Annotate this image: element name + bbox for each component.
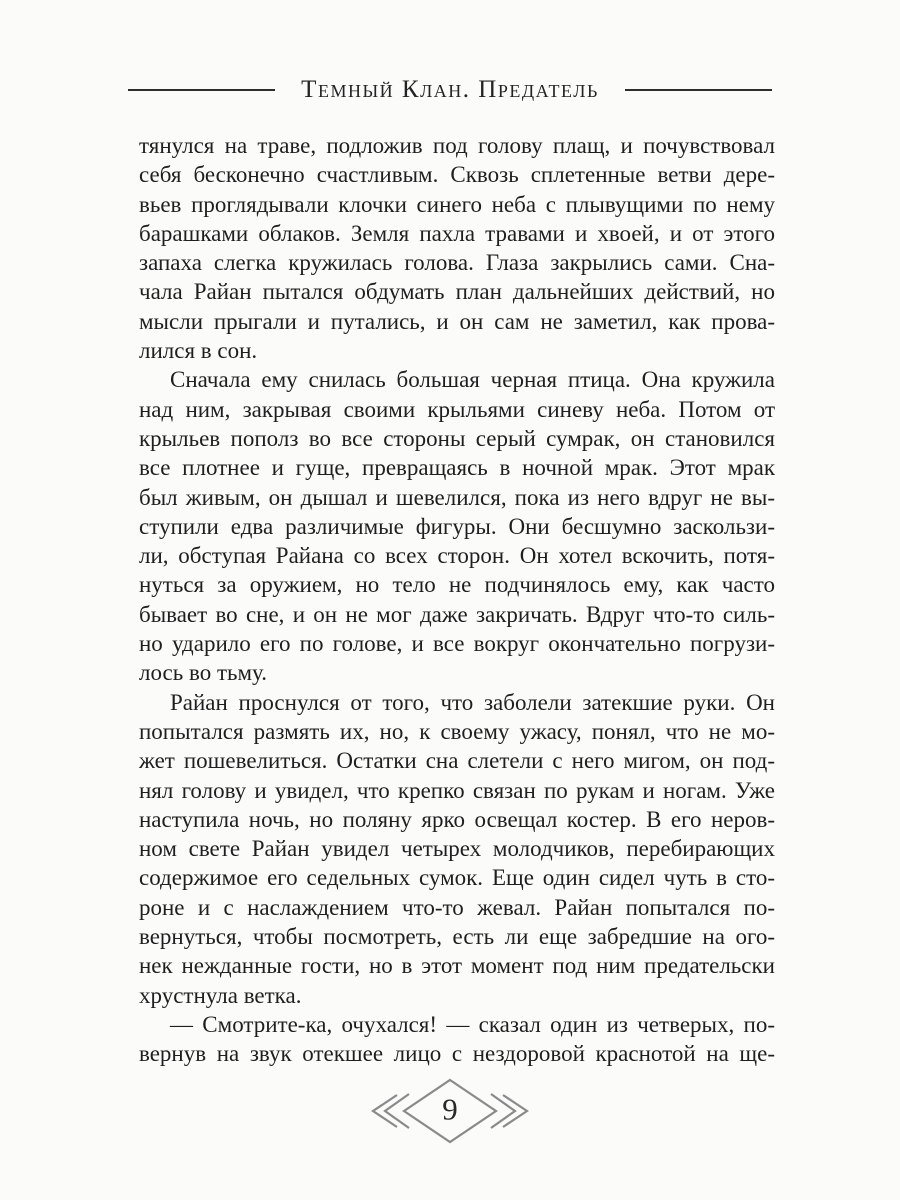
text-line: наступила ночь, но поляну ярко освещал костер. В его неров- [139,806,775,832]
text-line: Сначала ему снилась большая черная птица. Она кружила [170,367,775,393]
text-line: но ударило его по голове, и все вокруг окончательно погрузи- [139,631,775,657]
text-line: вернуться, чтобы посмотреть, есть ли еще забредшие на ого- [139,924,775,950]
text-line: ном свете Райан увидел четырех молодчиков, перебирающих [139,836,775,862]
text-line: лось во тьму. [139,660,267,686]
page-footer [0,1074,900,1148]
paragraph [139,1010,775,1069]
text-line: крыльев пополз во все стороны серый сумрак, он становился [139,425,775,451]
text-line: — Смотрите-ка, очухался! — сказал один из четверых, по- [170,1011,775,1037]
paragraph [139,131,775,365]
text-line: жет пошевелиться. Остатки сна слетели с него мигом, он под- [139,748,775,774]
text-line: хрустнула ветка. [139,982,302,1008]
header-rule-right [625,89,772,91]
header-rule-left [128,89,275,91]
text-line: был живым, он дышал и шевелился, пока из него вдруг не вы- [139,484,775,510]
paragraph [139,365,775,687]
text-line: тянулся на траве, подложив под голову плащ, и почувствовал [139,133,775,158]
text-line: вернув на звук отекшее лицо с нездоровой краснотой на ще- [139,1041,775,1067]
text-line: вьев проглядывали клочки синего неба с плывущими по нему [139,191,775,217]
text-line: запаха слегка кружилась голова. Глаза закрылись сами. Сна- [139,250,775,276]
paragraph [139,688,775,1010]
text-line: роне и с наслаждением что-то жевал. Райан попытался по- [139,894,775,920]
text-line: все плотнее и гуще, превращаясь в ночной мрак. Этот мрак [139,455,775,481]
text-line: ступили едва различимые фигуры. Они бесшумно заскользи- [139,513,775,539]
text-line: нек нежданные гости, но в этот момент под ним предательски [139,953,775,979]
text-line: нял голову и увидел, что крепко связан по рукам и ногам. Уже [139,777,775,803]
text-line: лился в сон. [139,338,258,364]
text-line: попытался размять их, но, к своему ужасу, понял, что не мо- [139,718,775,744]
text-line: чала Райан пытался обдумать план дальнейших действий, но [139,279,775,305]
text-line: бывает во сне, и он не мог даже закричать. Вдруг что-то силь- [139,601,775,627]
body-text [139,131,775,1069]
text-line: себя бесконечно счастливым. Сквозь сплетенные ветви дере- [139,162,775,188]
text-line: ли, обступая Райана со всех сторон. Он хотел вскочить, потя- [139,543,775,569]
page-number-ornament [365,1074,535,1148]
page-number: 9 [442,1091,458,1127]
text-line: нуться за оружием, но тело не подчинялось ему, как часто [139,572,775,598]
text-line: барашками облаков. Земля пахла травами и хвоей, и от этого [139,220,775,246]
running-head [0,76,900,104]
text-line: Райан проснулся от того, что заболели затекшие руки. Он [170,689,775,715]
book-title: Темный Клан. Предатель [301,76,599,103]
text-line: над ним, закрывая своими крыльями синеву неба. Потом от [139,396,775,422]
text-line: мысли прыгали и путались, и он сам не заметил, как прова- [139,308,775,334]
text-line: содержимое его седельных сумок. Еще один сидел чуть в сто- [139,865,775,891]
